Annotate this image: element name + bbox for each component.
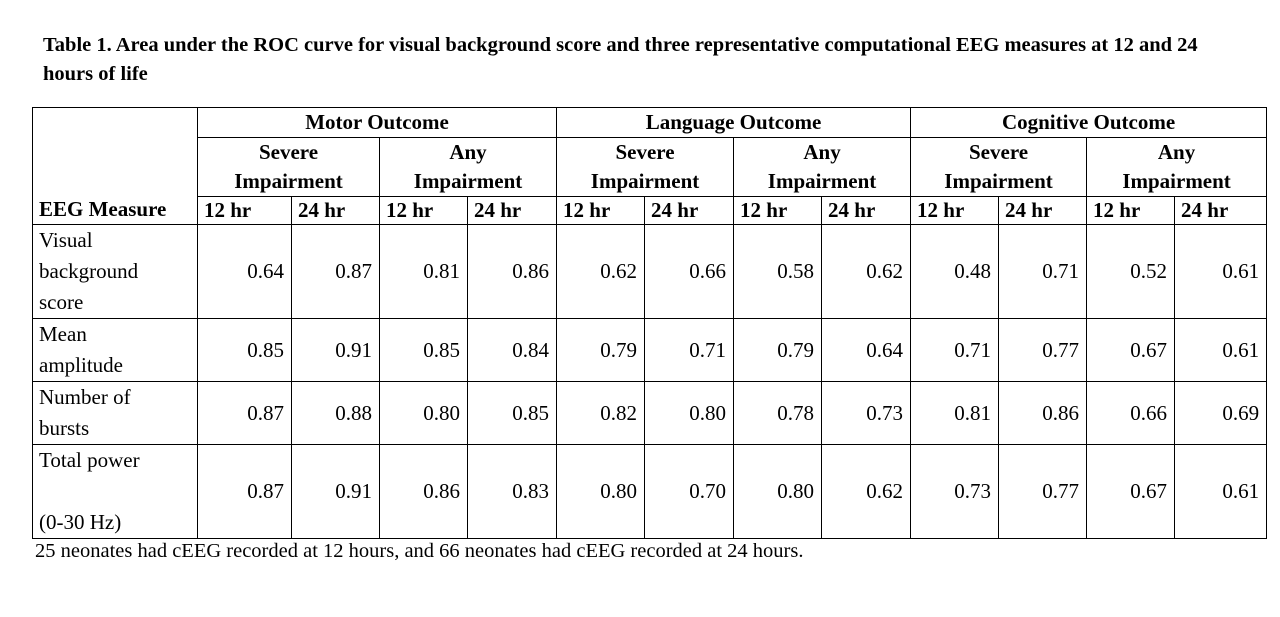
- motor-any-impairment-header: [380, 138, 557, 197]
- hours-header-row: [33, 197, 1267, 225]
- auc-cell: 0.77: [999, 319, 1087, 382]
- language-severe-impairment-header: [557, 138, 734, 197]
- label-line: Number of: [39, 385, 131, 409]
- auc-cell: 0.61: [1175, 319, 1267, 382]
- auc-cell: 0.87: [198, 445, 292, 539]
- header-line: Impairment: [590, 169, 700, 193]
- label-line: (0-30 Hz): [39, 510, 122, 534]
- row-label: [33, 319, 198, 382]
- auc-cell: 0.73: [911, 445, 999, 539]
- auc-cell: 0.71: [645, 319, 734, 382]
- hours-header: 24 hr: [645, 197, 734, 225]
- table-row-total-power: [33, 445, 1267, 539]
- auc-cell: 0.80: [645, 382, 734, 445]
- cognitive-any-impairment-header: [1087, 138, 1267, 197]
- auc-cell: 0.66: [645, 225, 734, 319]
- auc-cell: 0.82: [557, 382, 645, 445]
- hours-header: 24 hr: [292, 197, 380, 225]
- auc-cell: 0.91: [292, 445, 380, 539]
- auc-cell: 0.85: [380, 319, 468, 382]
- label-line: background: [39, 259, 139, 283]
- table-caption: Table 1. Area under the ROC curve for visual background score and three representative computational EEG measures at 12 and 24 hours of life: [43, 34, 1198, 85]
- row-label: [33, 225, 198, 319]
- auc-cell: 0.77: [999, 445, 1087, 539]
- auc-cell: 0.81: [911, 382, 999, 445]
- label-line: amplitude: [39, 353, 123, 377]
- auc-cell: 0.61: [1175, 225, 1267, 319]
- header-line: Impairment: [944, 169, 1053, 193]
- auc-cell: 0.84: [468, 319, 557, 382]
- language-any-impairment-header: [734, 138, 911, 197]
- auc-cell: 0.80: [734, 445, 822, 539]
- header-line: Impairment: [1122, 169, 1231, 193]
- hours-header: 24 hr: [468, 197, 557, 225]
- auc-cell: 0.66: [1087, 382, 1175, 445]
- auc-cell: 0.67: [1087, 319, 1175, 382]
- auc-cell: 0.87: [292, 225, 380, 319]
- auc-cell: 0.86: [468, 225, 557, 319]
- hours-header: 12 hr: [198, 197, 292, 225]
- auc-cell: 0.86: [999, 382, 1087, 445]
- auc-cell: 0.64: [822, 319, 911, 382]
- header-line: Severe: [258, 140, 319, 164]
- auc-cell: 0.64: [198, 225, 292, 319]
- table-row-mean-amplitude: [33, 319, 1267, 382]
- auc-cell: 0.69: [1175, 382, 1267, 445]
- auc-cell: 0.85: [198, 319, 292, 382]
- hours-header: 24 hr: [999, 197, 1087, 225]
- auc-cell: 0.62: [557, 225, 645, 319]
- auc-cell: 0.85: [468, 382, 557, 445]
- row-label: [33, 382, 198, 445]
- hours-header: 24 hr: [1175, 197, 1267, 225]
- auc-cell: 0.87: [198, 382, 292, 445]
- hours-header: 12 hr: [380, 197, 468, 225]
- auc-cell: 0.70: [645, 445, 734, 539]
- motor-severe-impairment-header: [198, 138, 380, 197]
- auc-cell: 0.86: [380, 445, 468, 539]
- header-line: Severe: [969, 140, 1029, 164]
- table-row-visual-background-score: [33, 225, 1267, 319]
- motor-outcome-header: Motor Outcome: [198, 108, 557, 138]
- label-line: Total power: [39, 448, 140, 472]
- auc-cell: 0.73: [822, 382, 911, 445]
- auc-cell: 0.61: [1175, 445, 1267, 539]
- header-line: Any: [803, 140, 841, 164]
- hours-header: 12 hr: [734, 197, 822, 225]
- label-line: Mean: [39, 322, 87, 346]
- auc-cell: 0.80: [380, 382, 468, 445]
- auc-cell: 0.71: [999, 225, 1087, 319]
- hours-header: 12 hr: [557, 197, 645, 225]
- header-line: Impairment: [413, 169, 523, 193]
- auc-cell: 0.62: [822, 445, 911, 539]
- hours-header: 12 hr: [911, 197, 999, 225]
- auc-cell: 0.62: [822, 225, 911, 319]
- auc-cell: 0.88: [292, 382, 380, 445]
- outcome-header-row: [33, 108, 1267, 138]
- header-line: Impairment: [234, 169, 343, 193]
- table-footnote: 25 neonates had cEEG recorded at 12 hours, and 66 neonates had cEEG recorded at 24 hours.: [35, 540, 804, 562]
- auc-cell: 0.81: [380, 225, 468, 319]
- auc-cell: 0.80: [557, 445, 645, 539]
- language-outcome-header: Language Outcome: [557, 108, 911, 138]
- roc-auc-table: [32, 107, 1267, 539]
- label-line: Visual: [39, 228, 93, 252]
- auc-cell: 0.78: [734, 382, 822, 445]
- cognitive-severe-impairment-header: [911, 138, 1087, 197]
- auc-cell: 0.58: [734, 225, 822, 319]
- header-line: Severe: [615, 140, 675, 164]
- header-line: Impairment: [767, 169, 877, 193]
- hours-header: 12 hr: [1087, 197, 1175, 225]
- auc-cell: 0.79: [734, 319, 822, 382]
- auc-cell: 0.71: [911, 319, 999, 382]
- auc-cell: 0.79: [557, 319, 645, 382]
- auc-cell: 0.52: [1087, 225, 1175, 319]
- hours-header: 24 hr: [822, 197, 911, 225]
- auc-cell: 0.83: [468, 445, 557, 539]
- impairment-header-row: [33, 138, 1267, 197]
- cognitive-outcome-header: Cognitive Outcome: [911, 108, 1267, 138]
- table-row-number-of-bursts: [33, 382, 1267, 445]
- row-label: [33, 445, 198, 539]
- auc-cell: 0.91: [292, 319, 380, 382]
- eeg-measure-header: EEG Measure: [33, 108, 198, 225]
- header-line: Any: [449, 140, 487, 164]
- label-line: score: [39, 290, 84, 314]
- header-line: Any: [1157, 140, 1196, 164]
- label-line: bursts: [39, 416, 90, 440]
- auc-cell: 0.48: [911, 225, 999, 319]
- auc-cell: 0.67: [1087, 445, 1175, 539]
